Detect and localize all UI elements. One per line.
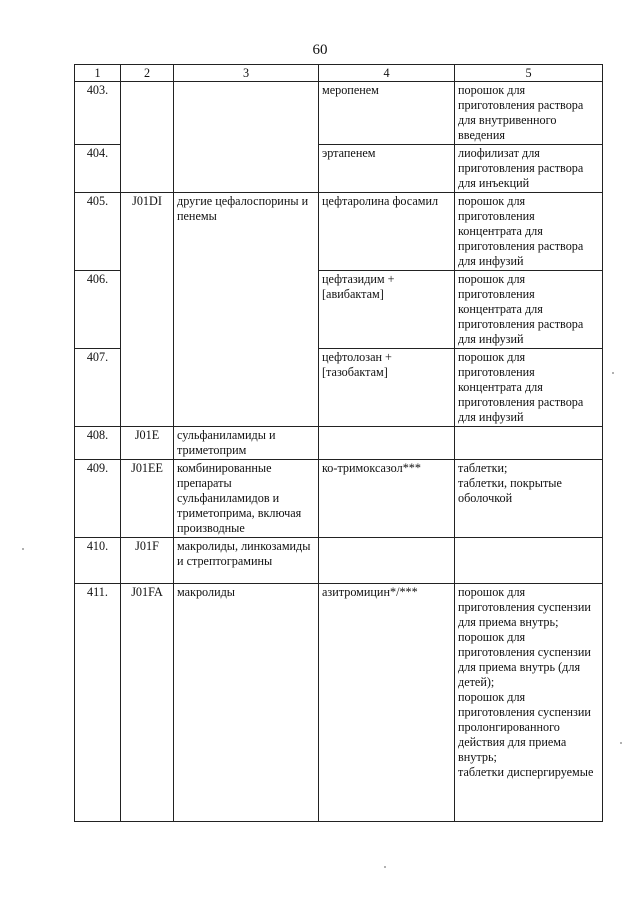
table-row — [75, 145, 603, 193]
table-row — [75, 193, 603, 271]
dosage-form-line: порошок для приготовления суспензии для приема внутрь; — [458, 585, 591, 629]
medication-table — [74, 64, 603, 822]
dosage-forms — [455, 427, 603, 460]
dosage-forms: лиофилизат для приготовления раствора для инъекций — [455, 145, 603, 193]
table-header-row — [75, 65, 603, 82]
dosage-form-line: порошок для приготовления суспензии пролонгированного действия для приема внутрь; — [458, 690, 591, 764]
dosage-forms — [455, 584, 603, 822]
dosage-forms: порошок для приготовления концентрата для приготовления раствора для инфузий — [455, 271, 603, 349]
atc-code-cell — [121, 349, 174, 427]
table-row — [75, 538, 603, 584]
header-col-3: 3 — [174, 65, 319, 82]
header-col-5: 5 — [455, 65, 603, 82]
scan-speck — [384, 866, 386, 868]
scan-speck — [620, 742, 622, 744]
drug-name: меропенем — [319, 82, 455, 145]
table-row — [75, 427, 603, 460]
atc-code-cell — [121, 271, 174, 349]
dosage-form-line: таблетки, покрытые оболочкой — [458, 476, 562, 505]
row-number: 406. — [75, 271, 121, 349]
group-cell — [174, 271, 319, 349]
atc-code: J01DI — [121, 193, 174, 271]
drug-name: цефтолозан + [тазобактам] — [319, 349, 455, 427]
table-row — [75, 271, 603, 349]
dosage-form-line: таблетки; — [458, 461, 508, 475]
dosage-forms — [455, 460, 603, 538]
drug-name — [319, 427, 455, 460]
drug-name: ко-тримоксазол*** — [319, 460, 455, 538]
row-number: 405. — [75, 193, 121, 271]
group-name: другие цефалоспорины и пенемы — [174, 193, 319, 271]
header-col-1: 1 — [75, 65, 121, 82]
atc-code: J01F — [121, 538, 174, 584]
atc-code-cell — [121, 145, 174, 193]
dosage-forms: порошок для приготовления концентрата для приготовления раствора для инфузий — [455, 349, 603, 427]
row-number: 408. — [75, 427, 121, 460]
row-number: 411. — [75, 584, 121, 822]
header-col-2: 2 — [121, 65, 174, 82]
atc-code: J01EE — [121, 460, 174, 538]
drug-name: цефтаролина фосамил — [319, 193, 455, 271]
drug-name: эртапенем — [319, 145, 455, 193]
atc-code: J01FA — [121, 584, 174, 822]
drug-name: азитромицин*/*** — [319, 584, 455, 822]
drug-name — [319, 538, 455, 584]
group-name: макролиды — [174, 584, 319, 822]
group-name: комбинированные препараты сульфаниламидов и триметоприма, включая производные — [174, 460, 319, 538]
group-cell — [174, 145, 319, 193]
page-number: 60 — [312, 42, 328, 58]
dosage-forms — [455, 538, 603, 584]
table-row — [75, 82, 603, 145]
table-row — [75, 460, 603, 538]
dosage-forms: порошок для приготовления раствора для внутривенного введения — [455, 82, 603, 145]
row-number: 410. — [75, 538, 121, 584]
row-number: 403. — [75, 82, 121, 145]
group-name: макролиды, линкозамиды и стрептограмины — [174, 538, 319, 584]
atc-code: J01E — [121, 427, 174, 460]
group-cell — [174, 82, 319, 145]
group-name: сульфаниламиды и триметоприм — [174, 427, 319, 460]
dosage-form-line: порошок для приготовления суспензии для приема внутрь (для детей); — [458, 630, 591, 689]
atc-code-cell — [121, 82, 174, 145]
drug-name: цефтазидим + [авибактам] — [319, 271, 455, 349]
row-number: 404. — [75, 145, 121, 193]
dosage-forms: порошок для приготовления концентрата для приготовления раствора для инфузий — [455, 193, 603, 271]
header-col-4: 4 — [319, 65, 455, 82]
group-cell — [174, 349, 319, 427]
dosage-form-line: таблетки диспергируемые — [458, 765, 594, 779]
table-row — [75, 349, 603, 427]
scan-speck — [612, 372, 614, 374]
row-number: 407. — [75, 349, 121, 427]
row-number: 409. — [75, 460, 121, 538]
scan-speck — [22, 548, 24, 550]
table-row — [75, 584, 603, 822]
